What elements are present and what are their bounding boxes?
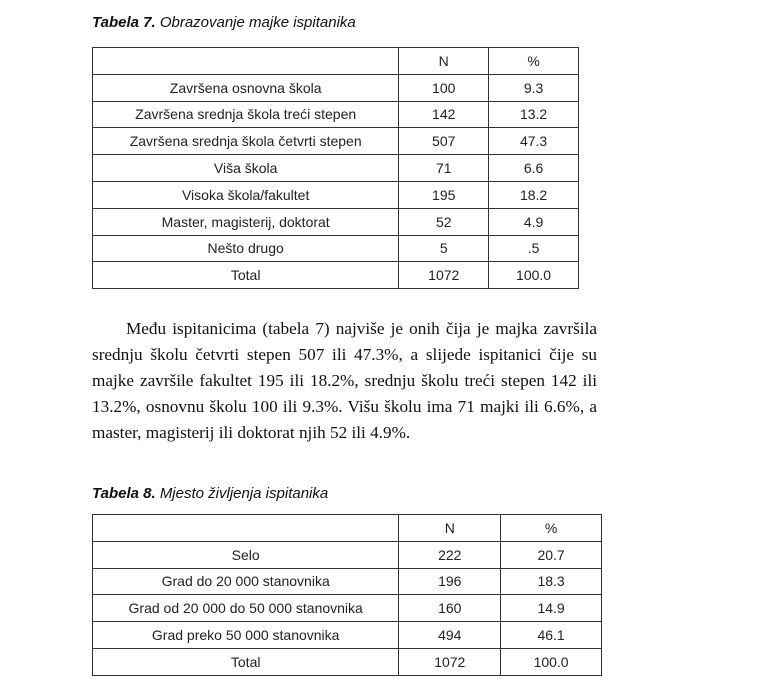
- table8-label: Tabela 8.: [92, 485, 156, 502]
- table7-header-row: [93, 48, 579, 75]
- table7-header-n: N: [399, 48, 489, 75]
- table8-header-row: [93, 515, 602, 542]
- row-label: Završena osnovna škola: [93, 74, 399, 101]
- table-row: [93, 568, 602, 595]
- table7-header-label: [93, 48, 399, 75]
- table8-caption: [92, 485, 328, 502]
- row-percent: 100.0: [489, 262, 579, 289]
- table-row: [93, 155, 579, 182]
- row-label: Viša škola: [93, 155, 399, 182]
- row-n: 71: [399, 155, 489, 182]
- row-label: Nešto drugo: [93, 235, 399, 262]
- row-percent: 47.3: [489, 128, 579, 155]
- table-row: [93, 235, 579, 262]
- table8-header-label: [93, 515, 399, 542]
- row-percent: 9.3: [489, 74, 579, 101]
- row-label: Završena srednja škola četvrti stepen: [93, 128, 399, 155]
- body-paragraph: Među ispitanicima (tabela 7) najviše je onih čija je majka završila srednju školu četvrti stepen 507 ili 47.3%, a slijede ispitanici čije su majke završile fakultet 195 ili 18.2%, srednju školu treći stepen 142 ili 13.2%, osnovnu školu 100 ili 9.3%. Višu školu ima 71 majki ili 6.6%, a master, magisterij ili doktorat njih 52 ili 4.9%.: [92, 319, 597, 442]
- row-label: Master, magisterij, doktorat: [93, 208, 399, 235]
- row-percent: 100.0: [501, 648, 602, 675]
- table-row: [93, 181, 579, 208]
- row-percent: .5: [489, 235, 579, 262]
- row-n: 1072: [399, 648, 501, 675]
- table-row: [93, 101, 579, 128]
- table-row: [93, 541, 602, 568]
- row-n: 160: [399, 595, 501, 622]
- row-percent: 18.2: [489, 181, 579, 208]
- table7: [92, 47, 579, 289]
- row-label: Grad od 20 000 do 50 000 stanovnika: [93, 595, 399, 622]
- row-label: Selo: [93, 541, 399, 568]
- row-n: 196: [399, 568, 501, 595]
- row-percent: 6.6: [489, 155, 579, 182]
- row-percent: 4.9: [489, 208, 579, 235]
- table8-title: Mjesto življenja ispitanika: [159, 485, 329, 502]
- table7-header-percent: %: [489, 48, 579, 75]
- row-n: 507: [399, 128, 489, 155]
- table-row: [93, 74, 579, 101]
- table-row-total: [93, 648, 602, 675]
- table-row: [93, 208, 579, 235]
- row-label: Visoka škola/fakultet: [93, 181, 399, 208]
- row-percent: 13.2: [489, 101, 579, 128]
- table8-header-n: N: [399, 515, 501, 542]
- table7-caption: [92, 14, 356, 31]
- table8: [92, 514, 602, 676]
- row-n: 100: [399, 74, 489, 101]
- row-n: 1072: [399, 262, 489, 289]
- row-label: Grad do 20 000 stanovnika: [93, 568, 399, 595]
- row-n: 52: [399, 208, 489, 235]
- row-label: Završena srednja škola treći stepen: [93, 101, 399, 128]
- table7-title: Obrazovanje majke ispitanika: [159, 14, 356, 31]
- table7-label: Tabela 7.: [92, 14, 156, 31]
- row-n: 5: [399, 235, 489, 262]
- row-label: Total: [93, 262, 399, 289]
- row-percent: 18.3: [501, 568, 602, 595]
- row-label: Grad preko 50 000 stanovnika: [93, 622, 399, 649]
- row-label: Total: [93, 648, 399, 675]
- row-percent: 14.9: [501, 595, 602, 622]
- row-percent: 20.7: [501, 541, 602, 568]
- table-row: [93, 128, 579, 155]
- row-n: 222: [399, 541, 501, 568]
- table-row-total: [93, 262, 579, 289]
- row-n: 494: [399, 622, 501, 649]
- table-row: [93, 595, 602, 622]
- row-percent: 46.1: [501, 622, 602, 649]
- row-n: 142: [399, 101, 489, 128]
- table8-header-percent: %: [501, 515, 602, 542]
- row-n: 195: [399, 181, 489, 208]
- table-row: [93, 622, 602, 649]
